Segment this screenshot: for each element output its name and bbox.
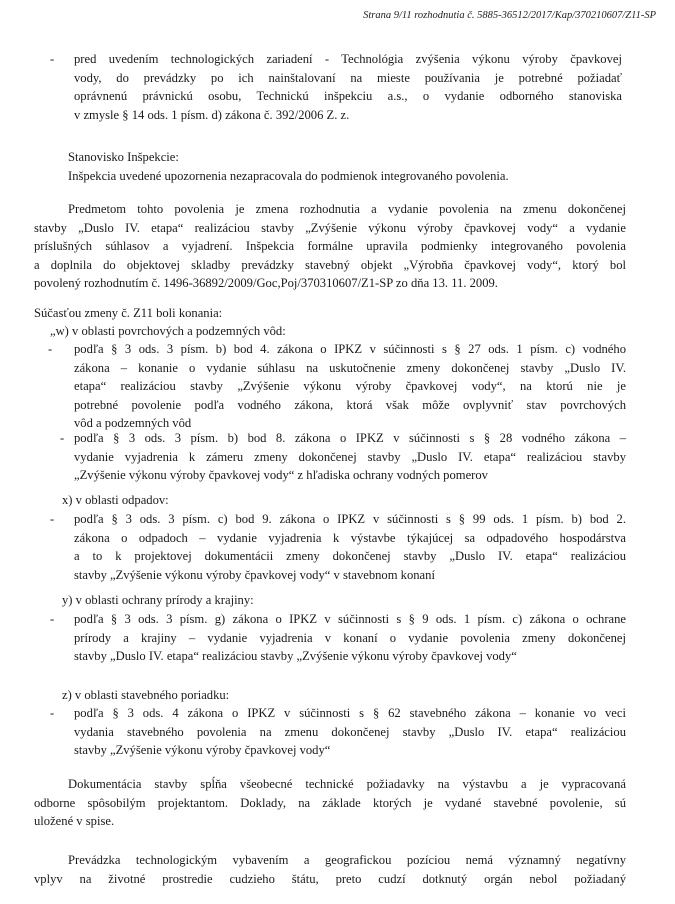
subject-paragraph bbox=[34, 200, 626, 293]
text-line: uložené v spise. bbox=[34, 814, 115, 828]
bullet-marker: - bbox=[60, 431, 65, 445]
bullet-marker: - bbox=[50, 512, 55, 526]
text-line: zákona – konanie o vydanie súhlasu na uskutočnenie zmeny dokončenej stavby „Duslo IV. bbox=[74, 360, 626, 375]
text-line: Prevádzka technologickým vybavením a geografickou pozíciou nemá významný negatívny bbox=[68, 853, 626, 867]
inspection-opinion bbox=[68, 148, 628, 185]
text-line: vydania stavebného povolenia na zmenu dokončenej stavby „Duslo IV. etapa“ realizáciou bbox=[74, 724, 626, 739]
text-line: vplyv na životné prostredie cudzieho štátu, preto cudzí dotknutý orgán nebol požiadaný bbox=[34, 871, 626, 886]
section-x-heading: x) v oblasti odpadov: bbox=[62, 493, 169, 507]
text-line: etapa“ realizáciou stavby „Zvýšenie výkonu výroby čpavkovej vody“, na ktorú nie je bbox=[74, 379, 626, 393]
bullet-marker: - bbox=[50, 612, 55, 626]
text-line: vôd a podzemných vôd bbox=[74, 416, 192, 430]
text-line: pred uvedením technologických zariadení - Technológia zvýšenia výkonu výroby čpavkovej bbox=[74, 52, 622, 66]
page-header: Strana 9/11 rozhodnutia č. 5885-36512/2017/Kap/370210607/Z11-SP bbox=[363, 10, 656, 21]
text-line: podľa § 3 ods. 3 písm. c) bod 9. zákona o IPKZ v súčinnosti s § 99 ods. 1 písm. b) bod 2. bbox=[74, 512, 626, 526]
text-line: oprávnenú právnickú osobu, Technickú inšpekciu a.s., o vydanie odborného stanoviska bbox=[74, 89, 622, 103]
text-line: stavby „Duslo IV. etapa“ realizáciou stavby „Zvýšenie výkonu výroby čpavkovej vody“ a vydanie bbox=[34, 220, 626, 235]
text-line: vody, do prevádzky po ich nainštalovaní na mieste používania je potrebné požiadať bbox=[74, 70, 622, 85]
section-y-heading: y) v oblasti ochrany prírody a krajiny: bbox=[62, 593, 254, 607]
text-line: stavby „Zvýšenie výkonu výroby čpavkovej vody“ bbox=[74, 743, 331, 757]
inspection-opinion-text: Inšpekcia uvedené upozornenia nezapracovala do podmienok integrovaného povolenia. bbox=[68, 168, 509, 183]
text-line: potrebné povolenie podľa vodného zákona, ktorá však môže ovplyvniť stav povrchových bbox=[74, 397, 626, 412]
text-line: podľa § 3 ods. 4 zákona o IPKZ v súčinnosti s § 62 stavebného zákona – konanie vo veci bbox=[74, 706, 626, 720]
operation-paragraph bbox=[34, 851, 626, 888]
text-line: v zmysle § 14 ods. 1 písm. d) zákona č. 392/2006 Z. z. bbox=[74, 107, 350, 122]
text-line: podľa § 3 ods. 3 písm. b) bod 8. zákona o IPKZ v súčinnosti s § 28 vodného zákona – bbox=[74, 431, 626, 445]
section-w-item-1 bbox=[74, 340, 626, 433]
text-line: podľa § 3 ods. 3 písm. g) zákona o IPKZ v súčinnosti s § 9 ods. 1 písm. c) zákona o ochrane bbox=[74, 612, 626, 626]
section-z-heading: z) v oblasti stavebného poriadku: bbox=[62, 688, 230, 702]
text-line: povolený rozhodnutím č. 1496-36892/2009/Goc,Poj/370310607/Z1-SP zo dňa 13. 11. 2009. bbox=[34, 276, 498, 290]
section-x-item-1 bbox=[74, 510, 626, 584]
bullet-marker: - bbox=[50, 706, 55, 720]
text-line: podľa § 3 ods. 3 písm. b) bod 4. zákona o IPKZ v súčinnosti s § 27 ods. 1 písm. c) vodného bbox=[74, 342, 626, 356]
bullet-marker: - bbox=[48, 342, 53, 356]
inspection-opinion-title: Stanovisko Inšpekcie: bbox=[68, 150, 179, 164]
text-line: stavby „Duslo IV. etapa“ realizáciou stavby „Zvýšenie výkonu výroby čpavkovej vody“ bbox=[74, 649, 517, 663]
section-w-item-2 bbox=[74, 429, 626, 485]
text-line: vydanie vyjadrenia k zámeru zmeny dokončenej stavby „Duslo IV. etapa“ realizáciou stavby bbox=[74, 449, 626, 464]
text-line: stavby „Zvýšenie výkonu výroby čpavkovej vody“ v stavebnom konaní bbox=[74, 567, 435, 582]
text-line: „Zvýšenie výkonu výroby čpavkovej vody“ z hľadiska ochrany vodných pomerov bbox=[74, 468, 488, 482]
section-y-item-1 bbox=[74, 610, 626, 666]
proceedings-intro: Súčasťou zmeny č. Z11 boli konania: bbox=[34, 306, 223, 320]
section-z-item-1 bbox=[74, 704, 626, 760]
text-line: odborne spôsobilým projektantom. Doklady, na základe ktorých je vydané stavebné povolenie, sú bbox=[34, 795, 626, 810]
documentation-paragraph bbox=[34, 775, 626, 831]
text-line: a to k projektovej dokumentácii zmeny dokončenej stavby „Duslo IV. etapa“ realizáciou bbox=[74, 549, 626, 563]
text-line: prírody a krajiny – vydanie vyjadrenia v konaní o vydanie povolenia zmeny dokončenej bbox=[74, 630, 626, 645]
bullet-marker: - bbox=[50, 52, 55, 66]
text-line: Predmetom tohto povolenia je zmena rozhodnutia a vydanie povolenia na zmenu dokončenej bbox=[68, 202, 626, 216]
section-w-heading: „w) v oblasti povrchových a podzemných vôd: bbox=[50, 324, 286, 338]
intro-bullet-item bbox=[74, 50, 622, 124]
text-line: Dokumentácia stavby spĺňa všeobecné technické požiadavky na výstavbu a je vypracovaná bbox=[68, 777, 626, 791]
text-line: príslušných súhlasov a vyjadrení. Inšpekcia formálne upravila podmienky integrovaného povolenia bbox=[34, 239, 626, 253]
text-line: a doplnila do objektovej skladby prevádzky stavebný objekt „Výrobňa čpavkovej vody“, ktorý bol bbox=[34, 257, 626, 272]
text-line: zákona o odpadoch – vydanie vyjadrenia k výstavbe týkajúcej sa odpadového hospodárstva bbox=[74, 530, 626, 545]
